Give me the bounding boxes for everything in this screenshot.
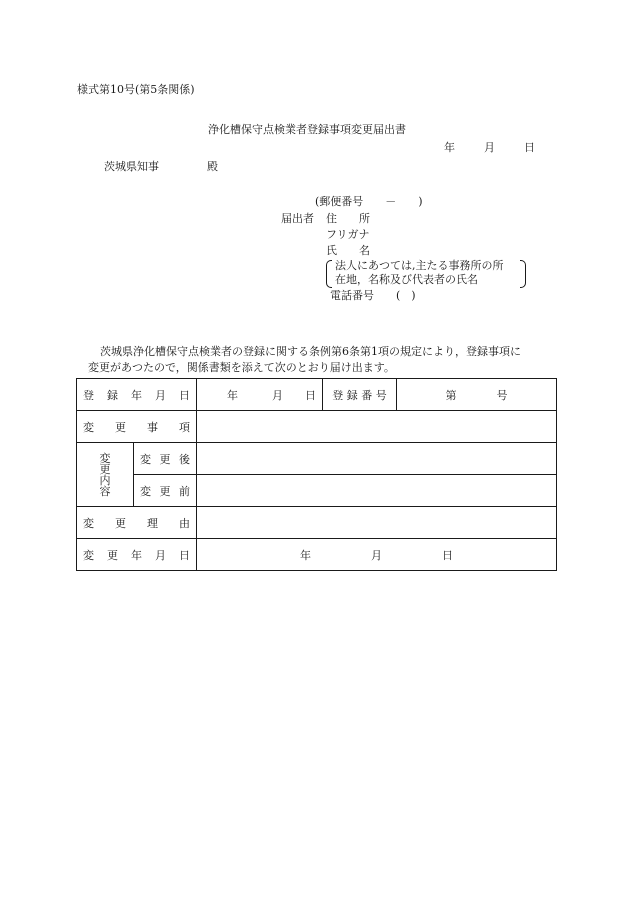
char: 変 [83, 516, 94, 530]
registration-date-label [77, 379, 197, 411]
char: 日 [179, 548, 190, 562]
notifier-label: 届出者 [281, 212, 314, 225]
registration-date-row [77, 379, 557, 411]
change-item-label [77, 411, 197, 443]
char: 変 [99, 451, 111, 465]
change-reason-row [77, 507, 557, 539]
change-after-label [134, 443, 197, 475]
registration-number-value[interactable] [397, 379, 557, 411]
char: 更 [107, 548, 118, 562]
char: 年 [131, 388, 142, 402]
char: 内 [99, 473, 111, 487]
statement-line-1: 茨城県浄化槽保守点検業者の登録に関する条例第6条第1項の規定により，登録事項に [100, 345, 521, 358]
day-unit: 日 [305, 388, 316, 402]
char: 更 [115, 516, 126, 530]
change-reason-value[interactable] [197, 507, 557, 539]
registration-date-value[interactable] [197, 379, 323, 411]
day-unit: 日 [442, 548, 453, 562]
change-date-row [77, 539, 557, 571]
change-item-value[interactable] [197, 411, 557, 443]
corporation-note-line1: 法人にあつては,主たる事務所の所 [335, 259, 504, 272]
char: 更 [99, 462, 111, 476]
day-label: 日 [524, 141, 535, 154]
corporation-note-line2: 在地，名称及び代表者の氏名 [335, 273, 478, 286]
char: 項 [179, 420, 190, 434]
change-before-value[interactable] [197, 475, 557, 507]
statement-line-2: 変更があつたので，関係書類を添えて次のとおり届け出ます。 [88, 361, 395, 374]
char: 理 [147, 516, 158, 530]
change-before-label [134, 475, 197, 507]
char: 後 [179, 452, 190, 466]
addressee-honorific: 殿 [207, 160, 218, 173]
change-date-value[interactable] [197, 539, 557, 571]
change-after-row [77, 443, 557, 475]
change-content-label [77, 443, 134, 507]
number-suffix: 号 [496, 388, 508, 402]
address-field[interactable]: 住 所 [326, 212, 370, 225]
change-form-table [76, 378, 557, 571]
right-bracket [520, 260, 526, 288]
month-unit: 月 [371, 548, 382, 562]
change-date-label [77, 539, 197, 571]
char: 前 [179, 484, 190, 498]
change-reason-label [77, 507, 197, 539]
name-field[interactable]: 氏 名 [326, 244, 370, 257]
phone-field[interactable]: 電話番号 ( ) [330, 289, 416, 302]
char: 変 [140, 484, 151, 498]
form-number: 様式第10号(第5条関係) [77, 83, 195, 96]
month-label: 月 [484, 141, 495, 154]
change-after-value[interactable] [197, 443, 557, 475]
char: 更 [159, 484, 171, 498]
char: 変 [83, 420, 94, 434]
char: 容 [99, 484, 111, 498]
year-unit: 年 [227, 388, 238, 402]
registration-number-label [323, 379, 397, 411]
year-unit: 年 [300, 548, 311, 562]
number-prefix: 第 [445, 388, 457, 402]
char: 更 [115, 420, 126, 434]
left-bracket [326, 260, 332, 288]
char: 登 [83, 388, 94, 402]
submission-date [444, 141, 535, 155]
char: 由 [179, 516, 190, 530]
char: 月 [155, 388, 166, 402]
char: 変 [140, 452, 151, 466]
furigana-field[interactable]: フリガナ [326, 228, 370, 241]
corporation-note [326, 258, 526, 288]
char: 変 [83, 548, 94, 562]
addressee: 茨城県知事 [104, 160, 159, 173]
change-item-row [77, 411, 557, 443]
month-unit: 月 [272, 388, 283, 402]
char: 録 [107, 388, 118, 402]
char: 日 [179, 388, 190, 402]
char: 年 [131, 548, 142, 562]
change-before-row [77, 475, 557, 507]
year-label: 年 [444, 141, 455, 154]
char: 事 [147, 420, 158, 434]
document-title: 浄化槽保守点検業者登録事項変更届出書 [208, 123, 406, 136]
registration-number-text: 登 録 番 号 [332, 388, 387, 402]
char: 月 [155, 548, 166, 562]
postal-code-field[interactable]: (郵便番号 － ) [315, 195, 423, 208]
char: 更 [159, 452, 171, 466]
